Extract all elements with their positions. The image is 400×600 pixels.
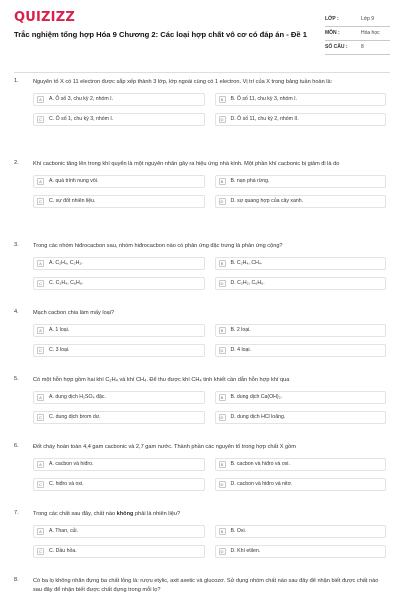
option-letter-box: A: [37, 394, 44, 401]
question-text-emphasis: không: [116, 511, 134, 517]
option-d[interactable]: [215, 113, 387, 126]
question-text: [33, 510, 386, 519]
option-a[interactable]: [33, 93, 205, 106]
option-text: A. cacbon và hiđro.: [49, 461, 94, 467]
option-letter-box: D: [219, 116, 226, 123]
question-number: 2.: [14, 160, 19, 166]
option-letter-box: C: [37, 414, 44, 421]
answer-options: [33, 525, 386, 558]
option-letter-box: B: [219, 461, 226, 468]
option-b[interactable]: [215, 257, 387, 270]
option-letter-box: C: [37, 116, 44, 123]
option-letter-box: B: [219, 327, 226, 334]
option-text: A. 1 loại.: [49, 327, 70, 333]
option-letter-box: C: [37, 198, 44, 205]
option-d[interactable]: [215, 344, 387, 357]
question-4: [0, 309, 400, 376]
option-letter-box: D: [219, 414, 226, 421]
option-letter-box: D: [219, 280, 226, 287]
document-title: Trắc nghiệm tổng hợp Hóa 9 Chương 2: Các loại hợp chất vô cơ có đáp án - Đề 1: [14, 30, 307, 39]
answer-options: [33, 324, 386, 357]
option-letter-box: B: [219, 394, 226, 401]
option-text: A. Than, củi.: [49, 528, 79, 534]
option-text: D. 4 loại.: [230, 347, 251, 353]
question-text: Có một hỗn hợp gồm hai khí C₂H₄ và khí CH₄. Để thu được khí CH₄ tinh khiết cần dẫn hỗn hợp khí qua: [33, 377, 290, 383]
option-letter-box: A: [37, 528, 44, 535]
answer-options: [33, 175, 386, 208]
option-b[interactable]: [215, 324, 387, 337]
option-text: A. quá trình nung vôi.: [49, 178, 99, 184]
option-d[interactable]: [215, 277, 387, 290]
option-c[interactable]: [33, 545, 205, 558]
option-c[interactable]: [33, 195, 205, 208]
question-3: [0, 242, 400, 309]
option-text: C. dung dịch brom dư.: [49, 414, 101, 420]
option-b[interactable]: [215, 391, 387, 404]
question-number: 1.: [14, 78, 19, 84]
meta-label: MÔN :: [325, 30, 340, 36]
option-d[interactable]: [215, 478, 387, 491]
option-text: D. Ô số 11, chu kỳ 2, nhóm II.: [230, 116, 299, 122]
option-text: D. cacbon và hiđro và nitơ.: [230, 481, 293, 487]
meta-row-subject: [325, 27, 390, 41]
option-letter-box: C: [37, 280, 44, 287]
question-list: [0, 78, 400, 600]
meta-table: [325, 13, 390, 55]
question-2: [0, 160, 400, 242]
option-letter-box: D: [219, 481, 226, 488]
option-letter-box: A: [37, 461, 44, 468]
meta-row-count: [325, 41, 390, 55]
option-b[interactable]: [215, 175, 387, 188]
question-text: Nguyên tố X có 11 electron được sắp xếp thành 3 lớp, lớp ngoài cùng có 1 electron. Vị trí của X trong bảng tuần hoàn là:: [33, 79, 333, 85]
option-letter-box: A: [37, 260, 44, 267]
option-text: D. sự quang hợp của cây xanh.: [230, 198, 304, 204]
option-text: D. Khí etilen.: [230, 548, 261, 554]
option-text: B. Oxi.: [230, 528, 247, 534]
question-text: Khí cacbonic tăng lên trong khí quyển là một nguyên nhân gây ra hiệu ứng nhà kính. Một phần khí cacbonic bị giảm đi là do: [33, 161, 340, 167]
answer-options: [33, 257, 386, 290]
option-letter-box: A: [37, 178, 44, 185]
question-text: Đốt cháy hoàn toàn 4,4 gam cacbonic và 2,7 gam nước. Thành phần các nguyên tố trong hợp chất X gồm: [33, 444, 296, 450]
question-number: 5.: [14, 376, 19, 382]
meta-label: SỐ CÂU :: [325, 44, 348, 50]
question-number: 7.: [14, 510, 19, 516]
option-text: A. dung dịch H₂SO₄ đặc.: [49, 394, 106, 400]
question-text: Có ba lọ không nhãn đựng ba chất lỏng là: rượu etylic, axit axetic và glucozơ. Sử dụng nhóm chất nào sau đây để nhận biết được chất nào sau đây để nhận biết được chất đựng trong mỗi lọ?: [33, 578, 379, 593]
question-text: Mạch cacbon chia làm mấy loại?: [33, 310, 115, 316]
option-b[interactable]: [215, 458, 387, 471]
option-letter-box: A: [37, 327, 44, 334]
option-a[interactable]: [33, 458, 205, 471]
option-text: C. Dầu hỏa.: [49, 548, 77, 554]
option-a[interactable]: [33, 175, 205, 188]
option-text: B. C₂H₄, CH₄.: [230, 260, 263, 266]
option-letter-box: D: [219, 347, 226, 354]
option-a[interactable]: [33, 324, 205, 337]
question-5: [0, 376, 400, 443]
option-letter-box: C: [37, 548, 44, 555]
option-text: C. C₂H₄, C₆H₆.: [49, 280, 84, 286]
option-text: B. dung dịch Ca(OH)₂.: [230, 394, 283, 400]
question-1: [0, 78, 400, 160]
question-text-part: Trong các chất sau đây, chất nào: [33, 511, 117, 517]
option-d[interactable]: [215, 195, 387, 208]
option-text: A. Ô số 3, chu kỳ 2, nhóm I.: [49, 96, 114, 102]
quizizz-logo: QUIZIZZ: [14, 10, 75, 25]
option-a[interactable]: [33, 391, 205, 404]
option-text: B. nạn phá rừng.: [230, 178, 270, 184]
option-text: C. 3 loại.: [49, 347, 70, 353]
option-d[interactable]: [215, 545, 387, 558]
option-letter-box: A: [37, 96, 44, 103]
option-text: D. C₂H₂, C₆H₆.: [230, 280, 265, 286]
question-text: Trong các nhóm hiđrocacbon sau, nhóm hiđrocacbon nào có phản ứng đặc trưng là phản ứng cộng?: [33, 243, 283, 249]
option-text: C. Ô số 1, chu kỳ 3, nhóm I.: [49, 116, 114, 122]
option-text: B. Ô số 11, chu kỳ 3, nhóm I.: [230, 96, 298, 102]
option-letter-box: C: [37, 481, 44, 488]
option-c[interactable]: [33, 344, 205, 357]
meta-row-class: [325, 13, 390, 27]
option-c[interactable]: [33, 277, 205, 290]
option-c[interactable]: [33, 113, 205, 126]
meta-value: 8: [361, 44, 364, 50]
question-number: 3.: [14, 242, 19, 248]
meta-label: LỚP :: [325, 16, 339, 22]
answer-options: [33, 391, 386, 424]
question-text-part: phải là nhiên liệu?: [133, 511, 181, 517]
option-letter-box: B: [219, 178, 226, 185]
option-a[interactable]: [33, 525, 205, 538]
option-letter-box: D: [219, 198, 226, 205]
question-8: [0, 577, 400, 600]
option-text: D. dung dịch HCl loãng.: [230, 414, 286, 420]
question-number: 4.: [14, 309, 19, 315]
meta-value: Lớp 9: [361, 16, 375, 22]
option-b[interactable]: [215, 93, 387, 106]
option-b[interactable]: [215, 525, 387, 538]
question-number: 6.: [14, 443, 19, 449]
option-text: A. C₂H₄, C₂H₂.: [49, 260, 83, 266]
answer-options: [33, 458, 386, 491]
option-letter-box: C: [37, 347, 44, 354]
option-letter-box: B: [219, 260, 226, 267]
option-letter-box: B: [219, 96, 226, 103]
question-7: [0, 510, 400, 577]
answer-options: [33, 93, 386, 126]
option-text: C. sự đốt nhiên liệu.: [49, 198, 96, 204]
page-header: [0, 0, 400, 70]
option-c[interactable]: [33, 478, 205, 491]
meta-value: Hóa học: [361, 30, 380, 36]
question-number: 8.: [14, 577, 19, 583]
option-d[interactable]: [215, 411, 387, 424]
option-c[interactable]: [33, 411, 205, 424]
option-text: B. 2 loại.: [230, 327, 251, 333]
header-divider: [14, 72, 390, 73]
option-letter-box: D: [219, 548, 226, 555]
option-text: C. hiđro và oxi.: [49, 481, 84, 487]
option-text: B. cacbon và hiđro và oxi.: [230, 461, 290, 467]
option-letter-box: B: [219, 528, 226, 535]
question-6: [0, 443, 400, 510]
option-a[interactable]: [33, 257, 205, 270]
